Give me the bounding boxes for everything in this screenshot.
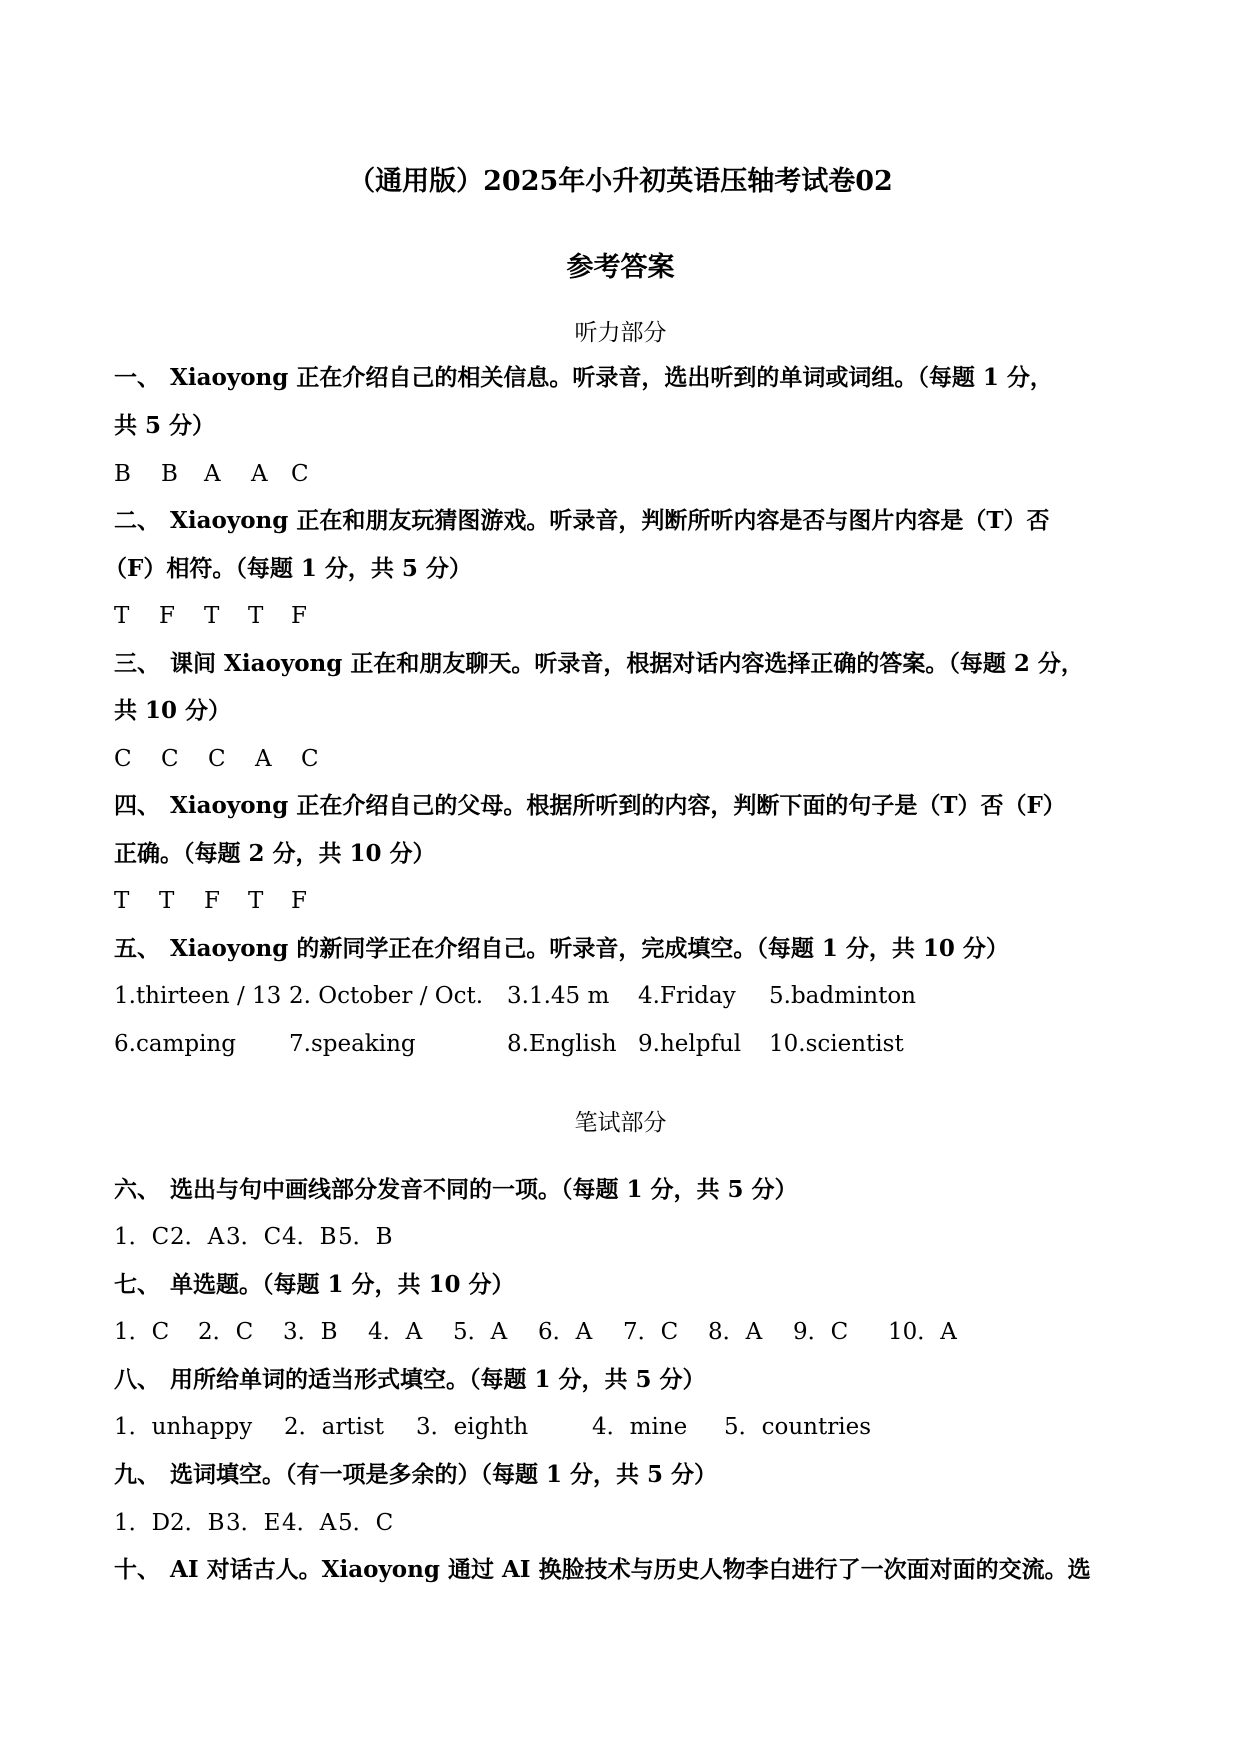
- question-8-text: 用所给单词的适当形式填空。（每题 1 分，共 5 分）: [170, 1366, 706, 1393]
- question-7-number: 七、: [114, 1271, 160, 1298]
- question-4-answers: [114, 886, 307, 916]
- answer: 6．A: [538, 1319, 593, 1345]
- question-2-line1: [114, 506, 1049, 536]
- question-2-number: 二、: [114, 507, 160, 534]
- question-2-answers: [114, 601, 307, 631]
- answer: F: [204, 888, 220, 914]
- answer: 10.scientist: [769, 1031, 904, 1057]
- question-5-answers-row1: [114, 981, 916, 1011]
- answer: 7．C: [623, 1319, 679, 1345]
- question-10-line1: [114, 1555, 1091, 1585]
- question-1-answers: [114, 459, 309, 489]
- writing-heading: 笔试部分: [574, 1110, 667, 1136]
- answer: 2．C: [198, 1319, 254, 1345]
- question-5-line1: [114, 934, 1009, 964]
- answer: 7.speaking: [289, 1031, 416, 1057]
- answer: 3．eighth: [416, 1414, 529, 1440]
- answer: 6.camping: [114, 1031, 236, 1057]
- question-4-line1: [114, 791, 1066, 821]
- answer: 4．B: [282, 1224, 337, 1250]
- answer: A: [204, 461, 221, 487]
- question-8-line1: [114, 1365, 706, 1395]
- answer: 2. October / Oct.: [289, 983, 484, 1009]
- page-subtitle: 参考答案: [566, 252, 675, 283]
- answer: 1．unhappy: [114, 1414, 253, 1440]
- answer: C: [161, 746, 179, 772]
- question-4-text: Xiaoyong 正在介绍自己的父母。根据所听到的内容，判断下面的句子是（T）否（F）: [170, 792, 1066, 819]
- answer: 5．C: [338, 1510, 394, 1536]
- answer: 3.1.45 m: [507, 983, 610, 1009]
- answer: T: [248, 603, 264, 629]
- answer: 4．A: [282, 1510, 337, 1536]
- answer: C: [301, 746, 319, 772]
- answer: C: [291, 461, 309, 487]
- question-8-number: 八、: [114, 1366, 160, 1393]
- question-1-line2: 共 5 分）: [114, 412, 216, 439]
- answer: F: [159, 603, 175, 629]
- answer: 4．mine: [592, 1414, 688, 1440]
- question-3-text: 课间 Xiaoyong 正在和朋友聊天。听录音，根据对话内容选择正确的答案。（每题 2 分，: [170, 650, 1084, 677]
- listening-heading: 听力部分: [574, 320, 667, 346]
- answer: 1．C: [114, 1319, 170, 1345]
- answer: 2．B: [170, 1510, 225, 1536]
- answer: 3．C: [226, 1224, 282, 1250]
- question-3-line1: [114, 649, 1084, 679]
- question-9-number: 九、: [114, 1461, 160, 1488]
- answer: 5．countries: [724, 1414, 871, 1440]
- question-5-text: Xiaoyong 的新同学正在介绍自己。听录音，完成填空。（每题 1 分，共 10 分）: [170, 935, 1009, 962]
- answer: 3．E: [226, 1510, 281, 1536]
- answer: 3．B: [283, 1319, 338, 1345]
- answer: T: [204, 603, 220, 629]
- answer: 2．A: [170, 1224, 225, 1250]
- page-title: （通用版）2025年小升初英语压轴考试卷02: [348, 166, 893, 197]
- answer: F: [291, 888, 307, 914]
- question-9-line1: [114, 1460, 717, 1490]
- answer: C: [208, 746, 226, 772]
- question-6-answers: [114, 1222, 393, 1252]
- answer: 4.Friday: [638, 983, 736, 1009]
- answer: 9.helpful: [638, 1031, 742, 1057]
- answer: 5.badminton: [769, 983, 916, 1009]
- question-5-number: 五、: [114, 935, 160, 962]
- question-1-text: Xiaoyong 正在介绍自己的相关信息。听录音，选出听到的单词或词组。（每题 1 分，: [170, 364, 1053, 391]
- answer: T: [114, 888, 130, 914]
- answer: T: [159, 888, 175, 914]
- question-1-line1: [114, 363, 1053, 393]
- answer: B: [161, 461, 178, 487]
- answer: 8．A: [708, 1319, 763, 1345]
- answer: C: [114, 746, 132, 772]
- question-9-answers: [114, 1508, 393, 1538]
- answer: 8.English: [507, 1031, 617, 1057]
- question-6-number: 六、: [114, 1176, 160, 1203]
- question-7-answers: [114, 1317, 957, 1347]
- answer: 4．A: [368, 1319, 423, 1345]
- question-2-line2: （F）相符。（每题 1 分，共 5 分）: [104, 555, 472, 582]
- answer: T: [114, 603, 130, 629]
- question-8-answers: [114, 1412, 871, 1442]
- answer: T: [248, 888, 264, 914]
- question-6-text: 选出与句中画线部分发音不同的一项。（每题 1 分，共 5 分）: [170, 1176, 798, 1203]
- answer: A: [251, 461, 268, 487]
- question-10-number: 十、: [114, 1556, 160, 1583]
- question-10-text: AI 对话古人。Xiaoyong 通过 AI 换脸技术与历史人物李白进行了一次面对面的交流。选: [170, 1556, 1091, 1583]
- question-5-answers-row2: [114, 1029, 904, 1059]
- question-7-text: 单选题。（每题 1 分，共 10 分）: [170, 1271, 515, 1298]
- question-3-number: 三、: [114, 650, 160, 677]
- answer: F: [291, 603, 307, 629]
- question-3-answers: [114, 744, 319, 774]
- answer: A: [255, 746, 272, 772]
- question-6-line1: [114, 1175, 798, 1205]
- question-3-line2: 共 10 分）: [114, 697, 232, 724]
- answer: 9．C: [793, 1319, 849, 1345]
- question-1-number: 一、: [114, 364, 160, 391]
- answer: B: [114, 461, 131, 487]
- question-4-number: 四、: [114, 792, 160, 819]
- answer: 10．A: [888, 1319, 957, 1345]
- answer: 5．B: [338, 1224, 393, 1250]
- answer: 1．D: [114, 1510, 171, 1536]
- question-4-line2: 正确。（每题 2 分，共 10 分）: [114, 840, 436, 867]
- answer: 5．A: [453, 1319, 508, 1345]
- answer: 2．artist: [284, 1414, 384, 1440]
- answer: 1．C: [114, 1224, 170, 1250]
- answer: 1.thirteen / 13: [114, 983, 282, 1009]
- question-7-line1: [114, 1270, 515, 1300]
- question-2-text: Xiaoyong 正在和朋友玩猜图游戏。听录音，判断所听内容是否与图片内容是（T）否: [170, 507, 1050, 534]
- question-9-text: 选词填空。（有一项是多余的）（每题 1 分，共 5 分）: [170, 1461, 718, 1488]
